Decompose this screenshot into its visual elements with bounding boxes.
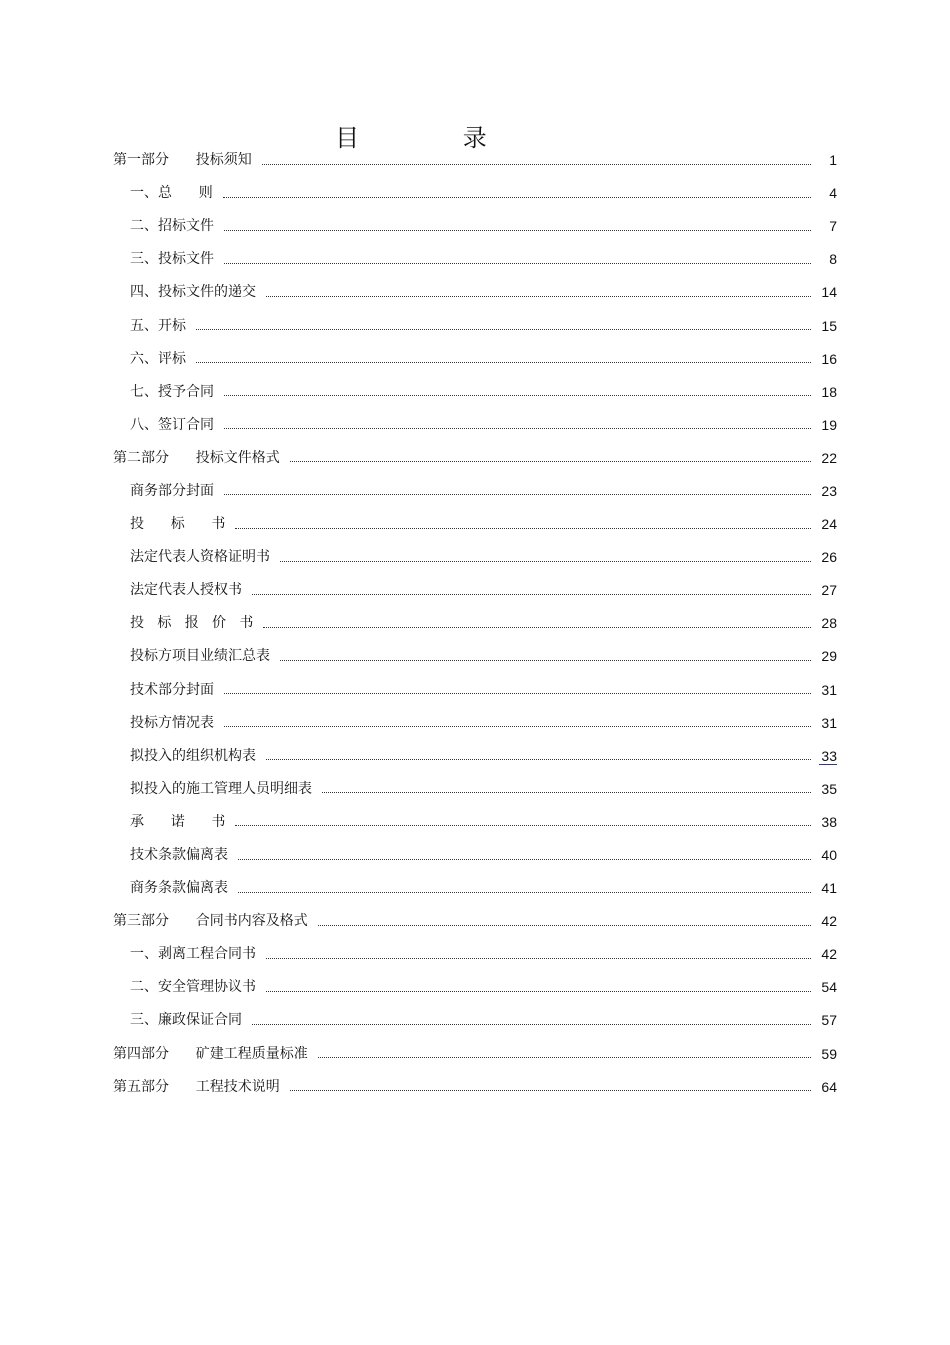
toc-entry-label: 投 标 报 价 书: [130, 615, 254, 632]
toc-entry[interactable]: [113, 475, 837, 508]
toc-entry[interactable]: [113, 177, 837, 210]
toc-page-number: 41: [821, 880, 837, 897]
toc-entry-label: 法定代表人资格证明书: [130, 549, 270, 566]
toc-entry-label: 四、投标文件的递交: [130, 284, 256, 301]
toc-page-number: 40: [821, 847, 837, 864]
toc-entry-label: 技术部分封面: [130, 681, 214, 698]
toc-entry[interactable]: [113, 872, 837, 905]
toc-entry-label: 第五部分 工程技术说明: [113, 1078, 280, 1095]
toc-dot-leader: [224, 493, 811, 495]
toc-entry[interactable]: [113, 210, 837, 243]
toc-dot-leader: [196, 361, 811, 363]
toc-entry[interactable]: [113, 1071, 837, 1104]
toc-dot-leader: [252, 1023, 811, 1025]
toc-page-number: 7: [829, 218, 837, 235]
toc-page-link[interactable]: 33: [819, 748, 837, 765]
toc-entry-label: 第三部分 合同书内容及格式: [113, 913, 308, 930]
toc-entry-label: 投标方项目业绩汇总表: [130, 648, 270, 665]
toc-page-number: 19: [821, 416, 837, 433]
toc-entry[interactable]: [113, 442, 837, 475]
toc-dot-leader: [262, 163, 811, 165]
toc-page-number: 59: [821, 1045, 837, 1062]
toc-entry-label: 法定代表人授权书: [130, 582, 242, 599]
toc-dot-leader: [266, 990, 811, 992]
toc-entry-label: 一、剥离工程合同书: [130, 946, 256, 963]
toc-page-number: 14: [821, 284, 837, 301]
toc-dot-leader: [196, 328, 811, 330]
toc-dot-leader: [235, 824, 811, 826]
toc-entry[interactable]: [113, 938, 837, 971]
toc-page-number: 29: [821, 648, 837, 665]
toc-page-number: 1: [829, 152, 837, 169]
toc-dot-leader: [290, 460, 811, 462]
toc-page-number: 23: [821, 482, 837, 499]
toc-entry[interactable]: [113, 740, 837, 773]
toc-dot-leader: [224, 725, 811, 727]
toc-entry[interactable]: [113, 309, 837, 342]
toc-entry[interactable]: [113, 607, 837, 640]
toc-page-number: 64: [821, 1078, 837, 1095]
toc-entry[interactable]: [113, 1038, 837, 1071]
toc-dot-leader: [223, 196, 811, 198]
toc-entry[interactable]: [113, 707, 837, 740]
toc-dot-leader: [266, 957, 811, 959]
toc-page-number: 42: [821, 913, 837, 930]
toc-entry[interactable]: [113, 806, 837, 839]
toc-entry[interactable]: [113, 343, 837, 376]
toc-page-number: 57: [821, 1012, 837, 1029]
toc-page-number: 18: [821, 383, 837, 400]
toc-entry-label: 八、签订合同: [130, 416, 214, 433]
toc-dot-leader: [224, 427, 811, 429]
toc-entry[interactable]: [113, 674, 837, 707]
toc-entry-label: 第四部分 矿建工程质量标准: [113, 1045, 308, 1062]
toc-entry[interactable]: [113, 508, 837, 541]
toc-page-number: 31: [821, 714, 837, 731]
toc-page-number: 26: [821, 549, 837, 566]
toc-dot-leader: [318, 924, 811, 926]
toc-entry[interactable]: [113, 574, 837, 607]
toc-entry-label: 商务部分封面: [130, 482, 214, 499]
toc-dot-leader: [322, 791, 811, 793]
toc-entry-label: 承 诺 书: [130, 813, 226, 830]
toc-entry[interactable]: [113, 971, 837, 1004]
toc-entry-label: 商务条款偏离表: [130, 880, 228, 897]
toc-dot-leader: [224, 262, 811, 264]
toc-page-number: 16: [821, 350, 837, 367]
toc-dot-leader: [263, 626, 811, 628]
toc-entry[interactable]: [113, 773, 837, 806]
toc-entry[interactable]: [113, 276, 837, 309]
toc-entry-label: 二、招标文件: [130, 218, 214, 235]
toc-page-number: 22: [821, 449, 837, 466]
toc-dot-leader: [224, 229, 811, 231]
toc-title: 目 录: [335, 124, 535, 152]
toc-entry[interactable]: [113, 409, 837, 442]
toc-entry[interactable]: [113, 839, 837, 872]
toc-entry-label: 三、投标文件: [130, 251, 214, 268]
toc-entry-label: 二、安全管理协议书: [130, 979, 256, 996]
toc-dot-leader: [290, 1089, 811, 1091]
toc-page-number: 54: [821, 979, 837, 996]
toc-dot-leader: [252, 593, 811, 595]
toc-entry[interactable]: [113, 1004, 837, 1037]
toc-entry-label: 拟投入的组织机构表: [130, 747, 256, 764]
toc-entry-label: 投标方情况表: [130, 714, 214, 731]
toc-entry-label: 投 标 书: [130, 516, 226, 533]
toc-entry-label: 五、开标: [130, 317, 186, 334]
table-of-contents: [113, 144, 837, 1104]
toc-entry-label: 六、评标: [130, 350, 186, 367]
toc-dot-leader: [224, 692, 811, 694]
toc-dot-leader: [318, 1056, 811, 1058]
toc-dot-leader: [266, 295, 811, 297]
toc-page-number: 42: [821, 946, 837, 963]
toc-entry-label: 一、总 则: [130, 185, 213, 202]
toc-entry[interactable]: [113, 905, 837, 938]
toc-page-number: 38: [821, 813, 837, 830]
toc-page-number: 31: [821, 681, 837, 698]
toc-entry-label: 三、廉政保证合同: [130, 1012, 242, 1029]
toc-page-number: 4: [829, 185, 837, 202]
toc-dot-leader: [266, 758, 811, 760]
toc-entry[interactable]: [113, 640, 837, 673]
toc-page-number: 8: [829, 251, 837, 268]
toc-dot-leader: [280, 560, 811, 562]
toc-entry-label: 七、授予合同: [130, 383, 214, 400]
toc-entry-label: 第一部分 投标须知: [113, 152, 252, 169]
toc-dot-leader: [280, 659, 811, 661]
toc-dot-leader: [238, 858, 811, 860]
toc-entry[interactable]: [113, 541, 837, 574]
toc-entry[interactable]: [113, 376, 837, 409]
toc-dot-leader: [224, 394, 811, 396]
toc-dot-leader: [238, 891, 811, 893]
toc-page-number: 15: [821, 317, 837, 334]
toc-page-number: 35: [821, 780, 837, 797]
toc-page-number: 28: [821, 615, 837, 632]
toc-entry-label: 第二部分 投标文件格式: [113, 449, 280, 466]
toc-page-number: 27: [821, 582, 837, 599]
toc-entry-label: 技术条款偏离表: [130, 847, 228, 864]
toc-dot-leader: [235, 527, 811, 529]
toc-entry-label: 拟投入的施工管理人员明细表: [130, 780, 312, 797]
toc-page-number: 24: [821, 516, 837, 533]
toc-entry[interactable]: [113, 144, 837, 177]
toc-entry[interactable]: [113, 243, 837, 276]
